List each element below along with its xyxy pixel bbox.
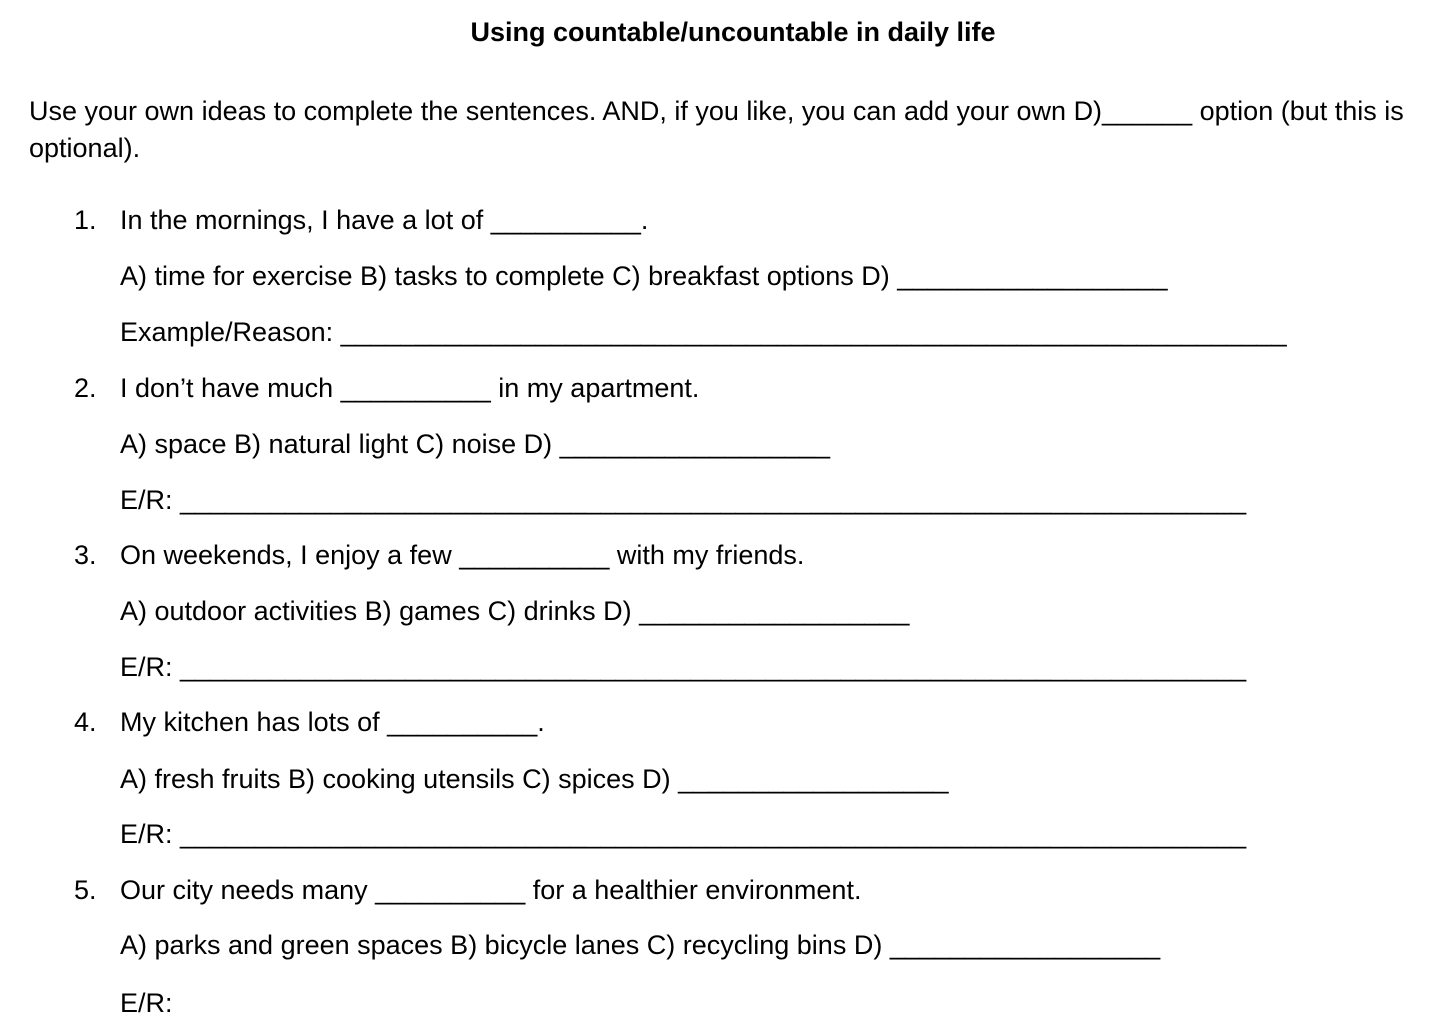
instructions: Use your own ideas to complete the sentences. AND, if you like, you can add your own D)______ option (but this is optional).: [29, 96, 1404, 163]
question-options: A) outdoor activities B) games C) drinks D) __________________: [120, 596, 910, 626]
question-options: A) fresh fruits B) cooking utensils C) spices D) __________________: [120, 764, 949, 794]
question-reason: Example/Reason: _______________________________________________________________: [120, 317, 1287, 347]
question-reason: E/R: _______________________________________________________________________: [120, 485, 1247, 515]
question-reason: E/R: _______________________________________________________________________: [120, 819, 1247, 849]
question-sentence: Our city needs many __________ for a healthier environment.: [120, 875, 862, 905]
question-options: A) space B) natural light C) noise D) __________________: [120, 429, 830, 459]
page-title: Using countable/uncountable in daily life: [470, 17, 996, 47]
question-sentence: In the mornings, I have a lot of __________.: [120, 205, 649, 235]
question-number: 1.: [74, 205, 97, 235]
question-number: 3.: [74, 540, 97, 570]
question-options: A) parks and green spaces B) bicycle lanes C) recycling bins D) __________________: [120, 930, 1161, 960]
question-number: 2.: [74, 373, 97, 403]
question-sentence: My kitchen has lots of __________.: [120, 707, 545, 737]
question-number: 5.: [74, 875, 97, 905]
question-reason: E/R: _______________________________________________________________________: [120, 652, 1247, 682]
question-sentence: I don’t have much __________ in my apartment.: [120, 373, 700, 403]
question-reason: E/R:: [120, 988, 173, 1018]
question-options: A) time for exercise B) tasks to complete C) breakfast options D) __________________: [120, 261, 1168, 291]
question-number: 4.: [74, 707, 97, 737]
question-sentence: On weekends, I enjoy a few __________ with my friends.: [120, 540, 805, 570]
